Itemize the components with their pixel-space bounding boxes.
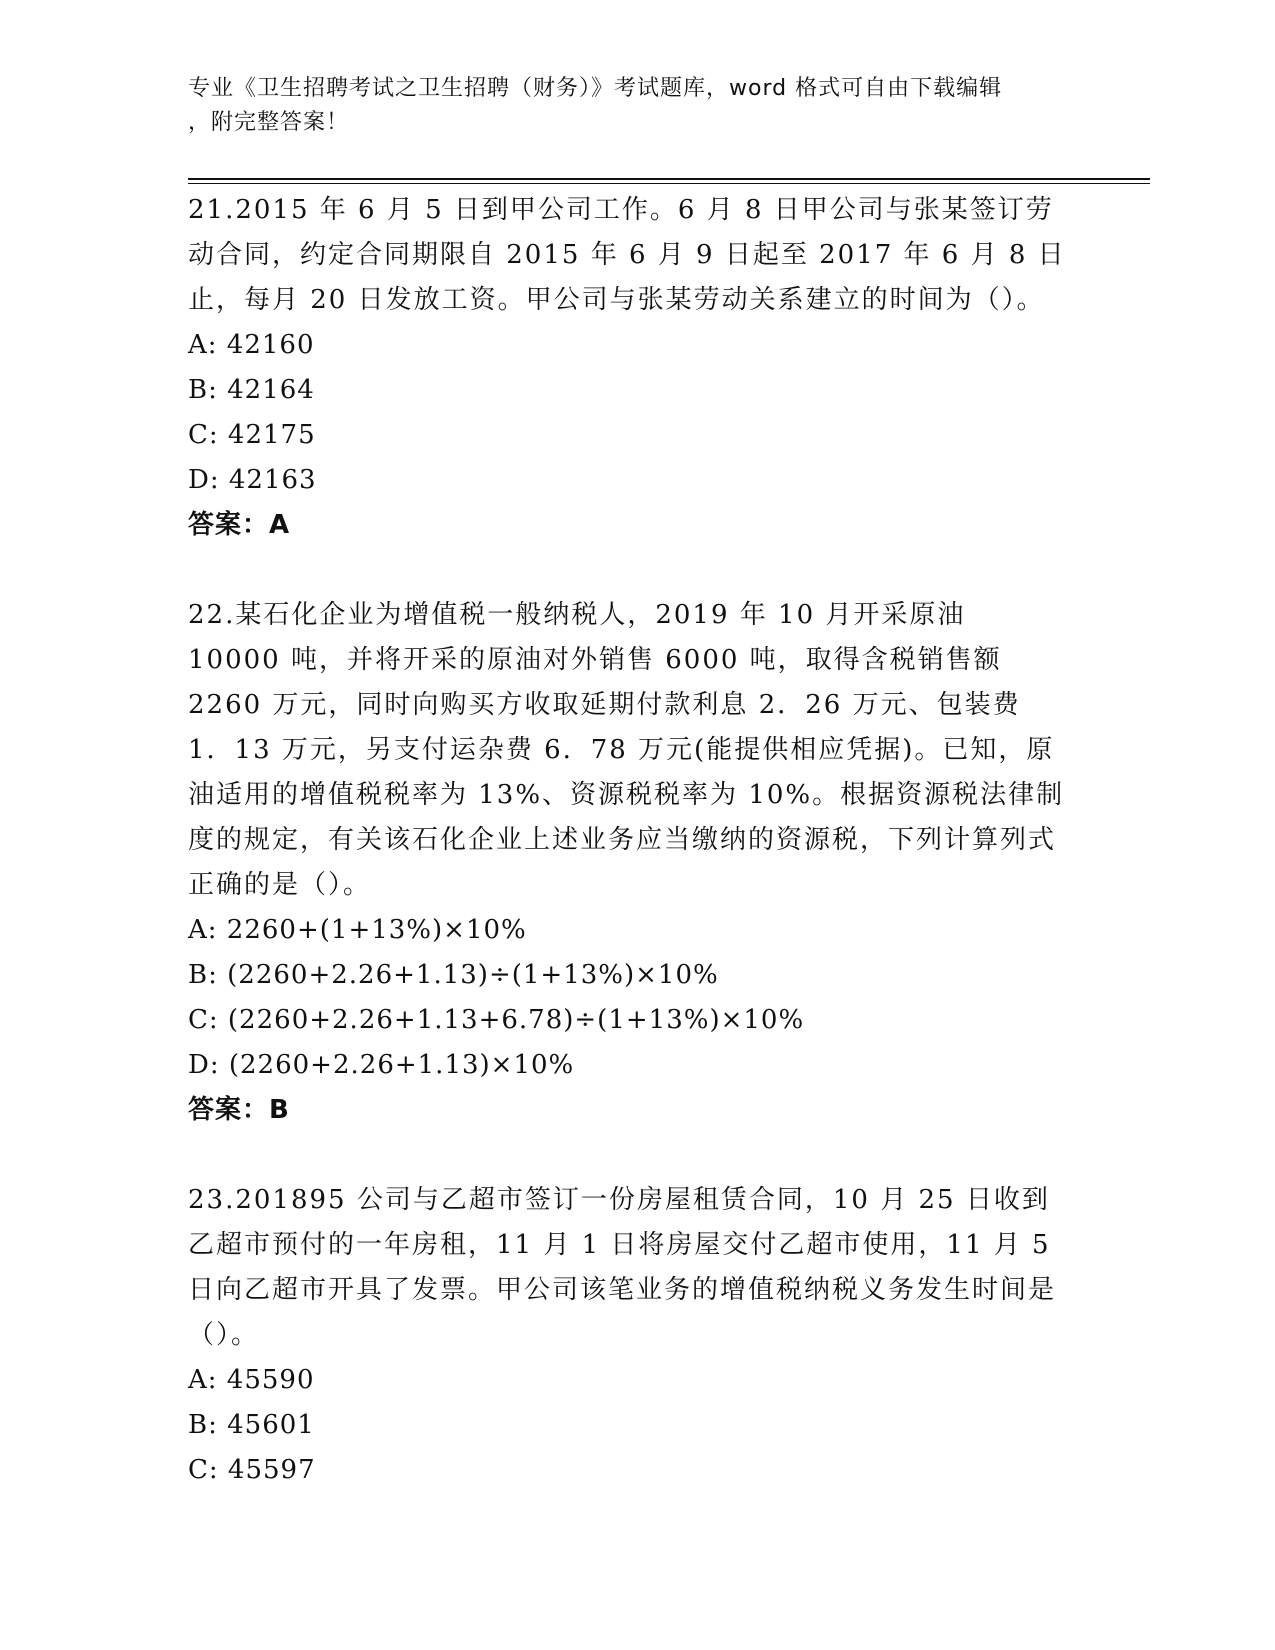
header-title-line2: ，附完整答案！ xyxy=(188,110,350,135)
question-text: 21.2015 年 6 月 5 日到甲公司工作。6 月 8 日甲公司与张某签订劳动合同，约定合同期限自 2015 年 6 月 9 日起至 2017 年 6 月 8 日止，每月 20 日发放工资。甲公司与张某劳动关系建立的时间为（）。 xyxy=(188,195,1066,315)
question-23 xyxy=(188,1178,1068,1493)
question-21 xyxy=(188,188,1068,548)
option-b: B: 45601 xyxy=(188,1410,315,1440)
answer-label: 答案：A xyxy=(188,510,291,540)
option-c: C: (2260+2.26+1.13+6.78)÷(1+13%)×10% xyxy=(188,1005,805,1035)
header-rule-thin xyxy=(188,183,1150,184)
question-list xyxy=(188,188,1068,1493)
option-b: B: (2260+2.26+1.13)÷(1+13%)×10% xyxy=(188,960,719,990)
option-a: A: 45590 xyxy=(188,1365,315,1395)
option-a: A: 2260+(1+13%)×10% xyxy=(188,915,527,945)
question-text: 23.201895 公司与乙超市签订一份房屋租赁合同，10 月 25 日收到乙超市预付的一年房租，11 月 1 日将房屋交付乙超市使用，11 月 5 日向乙超市开具了发票。甲公司该笔业务的增值税纳税义务发生时间是（）。 xyxy=(188,1185,1061,1350)
document-header xyxy=(188,72,1068,140)
option-c: C: 42175 xyxy=(188,420,316,450)
option-c: C: 45597 xyxy=(188,1455,316,1485)
option-d: D: (2260+2.26+1.13)×10% xyxy=(188,1050,575,1080)
header-title-line1: 专业《卫生招聘考试之卫生招聘（财务）》考试题库，word 格式可自由下载编辑 xyxy=(188,76,1003,101)
option-d: D: 42163 xyxy=(188,465,317,495)
option-a: A: 42160 xyxy=(188,330,315,360)
spacer xyxy=(188,1133,1068,1178)
spacer xyxy=(188,548,1068,593)
question-text: 22.某石化企业为增值税一般纳税人，2019 年 10 月开采原油 10000 吨，并将开采的原油对外销售 6000 吨，取得含税销售额 2260 万元，同时向购买方收取延期付款利息 2．26 万元、包装费 1．13 万元，另支付运杂费 6．78 万元(能提供相应凭据)。已知，原油适用的增值税税率为 13%、资源税税率为 10%。根据资源税法律制度的规定，有关该石化企业上述业务应当缴纳的资源税，下列计算列式正确的是（）。 xyxy=(188,600,1065,900)
question-22 xyxy=(188,593,1068,1133)
header-rule-thick xyxy=(188,178,1150,180)
answer-label: 答案：B xyxy=(188,1095,290,1125)
option-b: B: 42164 xyxy=(188,375,315,405)
